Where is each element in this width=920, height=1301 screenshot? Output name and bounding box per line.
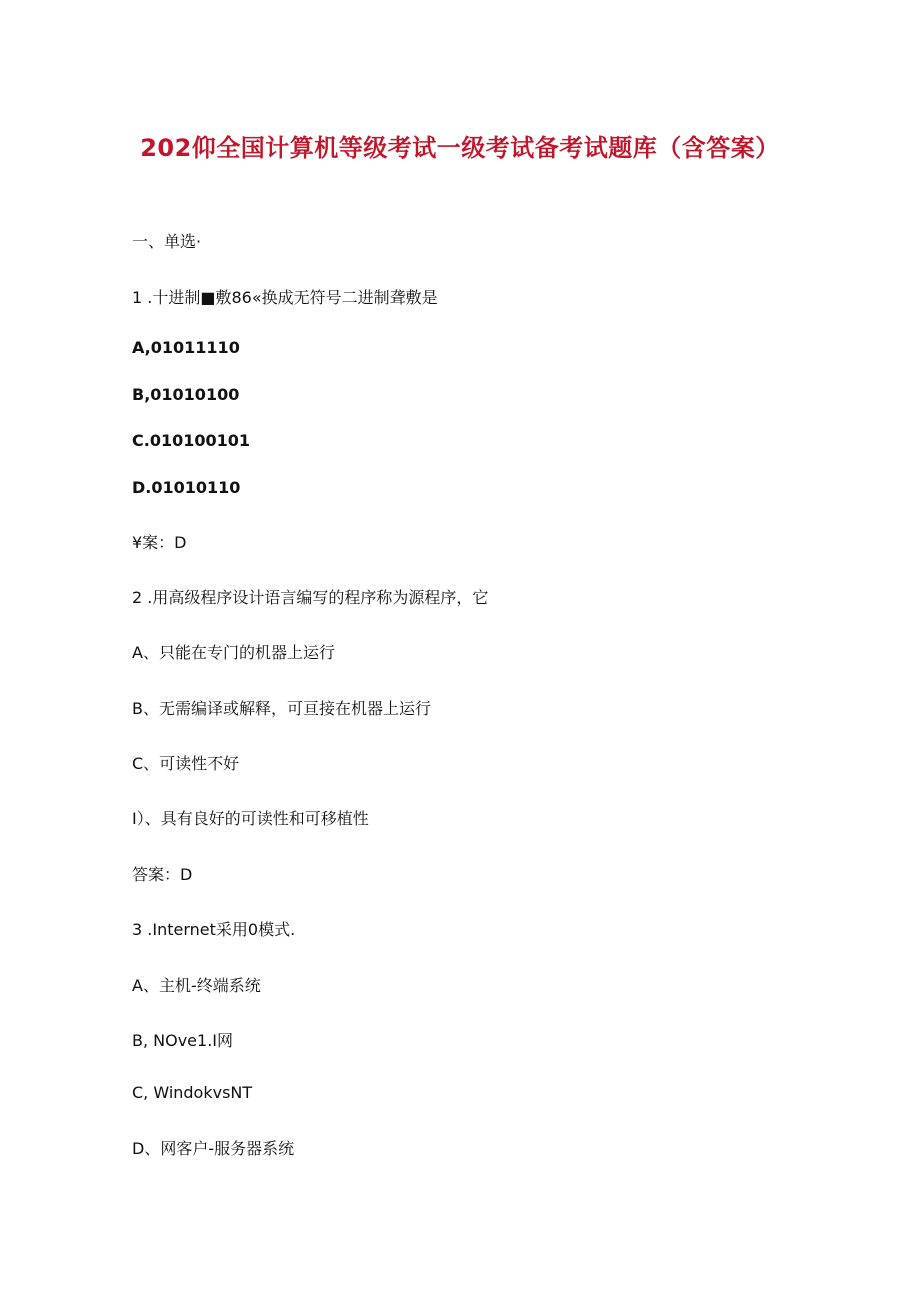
question-1-option-b: B,01010100: [132, 385, 240, 404]
question-2-stem: 2 .用高级程序设计语言编写的程序称为源程序，它: [132, 588, 489, 607]
question-1-option-c: C.010100101: [132, 431, 251, 450]
question-2-answer: 答案：D: [132, 865, 193, 884]
question-2-option-d: I）、具有良好的可读性和可移植性: [132, 809, 369, 828]
question-1-stem: 1 .十进制■敷86«换成无符号二进制聋敷是: [132, 288, 438, 307]
question-3-option-d: D、网客户-服务器系统: [132, 1139, 295, 1158]
question-3-option-a: A、主机-终端系统: [132, 976, 261, 995]
question-2-option-c: C、可读性不好: [132, 754, 240, 773]
question-3-option-b: B, NOve1.I网: [132, 1031, 234, 1050]
question-2-option-b: B、无需编译或解释，可亘接在机器上运行: [132, 699, 431, 718]
section-heading: 一、单选·: [132, 232, 202, 251]
question-2-option-a: A、只能在专门的机器上运行: [132, 643, 335, 662]
question-3-stem: 3 .Internet采用0模式.: [132, 920, 296, 939]
question-1-answer: ¥案：D: [132, 533, 187, 552]
question-3-option-c: C, WindokvsNT: [132, 1083, 253, 1102]
page-title: 202仰全国计算机等级考试一级考试备考试题库（含答案）: [140, 134, 780, 162]
question-1-option-a: A,01011110: [132, 338, 240, 357]
question-1-option-d: D.01010110: [132, 478, 241, 497]
